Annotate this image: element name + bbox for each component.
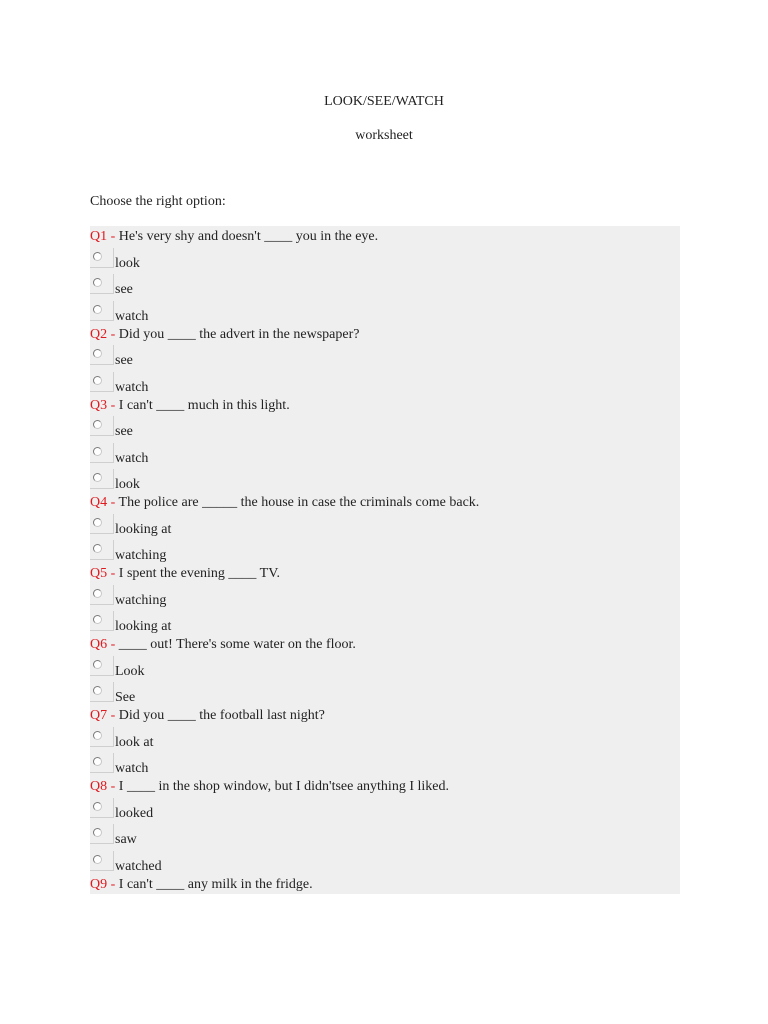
radio-button[interactable] xyxy=(90,248,114,268)
question-text: The police are _____ the house in case the criminals come back. xyxy=(118,495,480,510)
question-separator: - xyxy=(107,229,119,244)
radio-button[interactable] xyxy=(90,416,114,436)
question-number: Q2 xyxy=(90,326,108,342)
radio-button[interactable] xyxy=(90,824,114,844)
question-text: Did you ____ the advert in the newspaper? xyxy=(118,326,360,342)
question-separator: - xyxy=(107,397,119,413)
option-label: Look xyxy=(115,663,145,679)
option-label: looked xyxy=(115,805,154,821)
radio-button[interactable] xyxy=(90,753,114,773)
radio-button[interactable] xyxy=(90,372,114,392)
option-label: watching xyxy=(115,592,167,608)
option-label: see xyxy=(115,424,133,439)
worksheet-title: LOOK/SEE/WATCH xyxy=(324,94,444,109)
radio-button[interactable] xyxy=(90,851,114,871)
radio-button[interactable] xyxy=(90,798,114,818)
radio-button[interactable] xyxy=(90,682,114,702)
question-separator: - xyxy=(107,876,119,892)
question-separator: - xyxy=(107,637,119,652)
question-3 xyxy=(90,397,290,414)
radio-button[interactable] xyxy=(90,443,114,463)
radio-button[interactable] xyxy=(90,469,114,489)
option-label: watch xyxy=(115,450,149,466)
quiz-panel xyxy=(90,226,680,894)
question-number: Q9 xyxy=(90,876,108,892)
instruction-text: Choose the right option: xyxy=(90,194,226,209)
question-text: I spent the evening ____ TV. xyxy=(118,566,281,581)
option-label: watched xyxy=(115,858,162,874)
option-label: look xyxy=(115,255,140,271)
question-number: Q4 xyxy=(90,495,108,510)
option-label: See xyxy=(115,690,136,705)
option-label: watch xyxy=(115,308,149,324)
question-8 xyxy=(90,778,449,795)
radio-button[interactable] xyxy=(90,656,114,676)
question-6 xyxy=(90,636,356,653)
option-label: watching xyxy=(115,548,167,563)
option-label: watch xyxy=(115,761,149,776)
question-separator: - xyxy=(107,708,119,723)
question-5 xyxy=(90,565,280,582)
question-text: He's very shy and doesn't ____ you in the eye. xyxy=(118,229,379,244)
radio-button[interactable] xyxy=(90,611,114,631)
question-4 xyxy=(90,494,479,511)
question-2 xyxy=(90,326,359,343)
radio-button[interactable] xyxy=(90,514,114,534)
option-label: look at xyxy=(115,734,154,750)
option-label: watch xyxy=(115,379,149,395)
question-number: Q5 xyxy=(90,566,108,581)
option-label: looking at xyxy=(115,521,172,537)
question-separator: - xyxy=(107,779,119,794)
question-separator: - xyxy=(107,326,119,342)
question-number: Q3 xyxy=(90,397,108,413)
option-label: look xyxy=(115,477,140,492)
radio-button[interactable] xyxy=(90,274,114,294)
option-label: saw xyxy=(115,832,137,847)
question-text: I ____ in the shop window, but I didn'tsee anything I liked. xyxy=(118,779,449,794)
question-number: Q8 xyxy=(90,779,108,794)
question-separator: - xyxy=(107,566,119,581)
radio-button[interactable] xyxy=(90,585,114,605)
option-label: see xyxy=(115,282,133,297)
question-text: I can't ____ any milk in the fridge. xyxy=(118,876,313,892)
radio-button[interactable] xyxy=(90,301,114,321)
question-number: Q1 xyxy=(90,229,108,244)
question-separator: - xyxy=(107,495,119,510)
question-text: ____ out! There's some water on the floor. xyxy=(118,637,356,652)
option-label: see xyxy=(115,353,133,368)
question-9 xyxy=(90,876,313,893)
question-7 xyxy=(90,707,325,724)
question-text: Did you ____ the football last night? xyxy=(118,708,325,723)
radio-button[interactable] xyxy=(90,540,114,560)
worksheet-subtitle: worksheet xyxy=(355,128,413,143)
radio-button[interactable] xyxy=(90,727,114,747)
question-1 xyxy=(90,228,378,245)
question-text: I can't ____ much in this light. xyxy=(118,397,290,413)
question-number: Q6 xyxy=(90,637,108,652)
radio-button[interactable] xyxy=(90,345,114,365)
option-label: looking at xyxy=(115,619,172,634)
question-number: Q7 xyxy=(90,708,108,723)
